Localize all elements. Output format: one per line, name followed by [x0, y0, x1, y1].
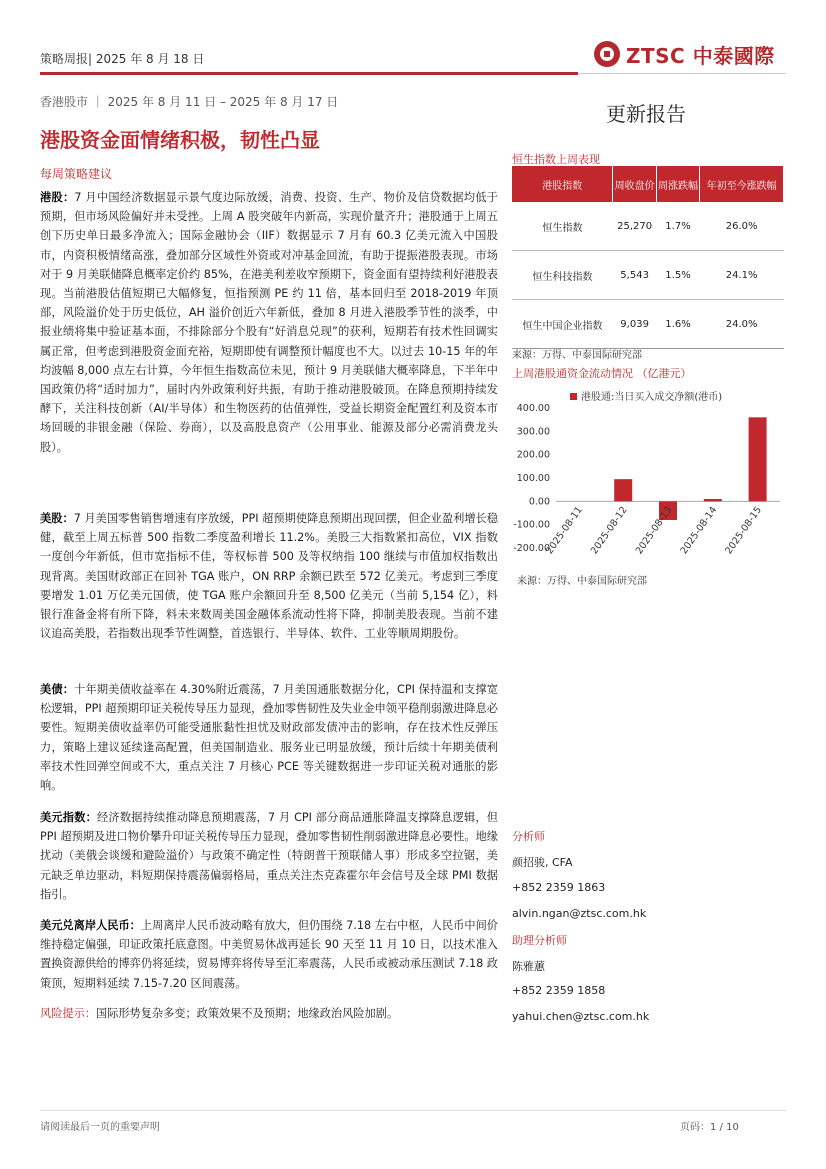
index-table-title: 恒生指数上周表现: [512, 153, 600, 166]
table-header: 周涨跌幅: [656, 166, 699, 202]
footer-disclaimer: 请阅读最后一页的重要声明: [40, 1122, 160, 1133]
x-tick-label: 2025-08-11: [544, 504, 585, 557]
table-header-row: [512, 166, 784, 202]
y-tick-label: -200.00: [513, 543, 550, 554]
paragraph-us: [40, 509, 498, 643]
table-cell: 1.7%: [656, 202, 699, 251]
table-cell: 1.6%: [656, 300, 699, 349]
paragraph-text: 经济数据持续推动降息预期震荡，7 月 CPI 部分商品通胀降温支撑降息逻辑，但 PPI 超预期及进口物价攀升印证关税传导压力显现，叠加零售韧性削弱激进降息必要性。地缘扰动（美俄会谈缓和避险溢价）与政策不确定性（特朗普干预联储人事）形成多空拉锯，美元缺乏单边驱动，料短期保持震荡偏弱格局，重点关注杰克森霍尔年会信号及全球 PMI 数据指引。: [40, 811, 498, 901]
x-tick-label: 2025-08-13: [633, 504, 675, 557]
index-table: [512, 166, 784, 349]
ztsc-logo-icon: [594, 41, 620, 67]
paragraph-text: 上周离岸人民币波动略有放大，但仍围绕 7.18 左右中枢，人民币中间价维持稳定偏强，印证政策托底意图。中美贸易休战再延长 90 天至 11 月 10 日，以技术准入置换资源供给的博弈仍将延续，贸易博弈将传导至汇率震荡，人民币或被动承压测试 7.18 政策顶，短期料延续 7.15-7.20 区间震荡。: [40, 919, 498, 990]
paragraph-text: 国际形势复杂多变；政策效果不及预期；地缘政治风险加剧。: [95, 1007, 399, 1020]
paragraph-label: 美元指数：: [40, 811, 98, 824]
paragraph-cnh: [40, 916, 498, 993]
table-cell: 恒生中国企业指数: [512, 300, 613, 349]
table-row: [512, 202, 784, 251]
y-tick-label: 400.00: [516, 403, 550, 414]
paragraph-hk: [40, 188, 498, 457]
chart-bar: [614, 479, 632, 501]
chart-bar: [749, 417, 767, 501]
analyst-name: 颜招骏, CFA: [512, 856, 573, 869]
y-tick-label: 300.00: [516, 426, 550, 438]
assistant-name: 陈雅蕙: [512, 960, 545, 973]
legend-label: 港股通:当日买入成交净额(港币): [581, 392, 723, 403]
header-divider: [40, 72, 578, 75]
legend-swatch: [570, 393, 577, 400]
table-header: 年初至今涨跌幅: [700, 166, 784, 202]
header-divider-grey: [578, 73, 786, 74]
report-type: 更新报告: [606, 102, 686, 126]
analyst-role: 分析师: [512, 830, 545, 843]
table-cell: 1.5%: [656, 251, 699, 300]
table-row: [512, 251, 784, 300]
paragraph-ust: [40, 680, 498, 795]
analyst-phone: +852 2359 1863: [512, 881, 606, 894]
assistant-email[interactable]: yahui.chen@ztsc.com.hk: [512, 1010, 650, 1023]
paragraph-label: 美元兑离岸人民币：: [40, 919, 141, 932]
assistant-role: 助理分析师: [512, 934, 567, 947]
table-source: 来源：万得、中泰国际研究部: [512, 350, 642, 361]
page-title: 港股资金面情绪积极，韧性凸显: [40, 128, 320, 152]
table-header: 港股指数: [512, 166, 613, 202]
y-tick-label: 200.00: [516, 449, 550, 461]
assistant-phone: +852 2359 1858: [512, 984, 606, 997]
paragraph-label: 风险提示：: [40, 1007, 96, 1020]
x-tick-label: 2025-08-15: [723, 504, 765, 557]
logo-text: ZTSC 中泰國際: [626, 43, 775, 68]
index-table-wrap: [512, 166, 784, 349]
x-tick-label: 2025-08-12: [588, 504, 630, 557]
paragraph-text: 7 月美国零售销售增速有序放缓，PPI 超预期使降息预期出现回摆，但企业盈利增长稳健，截至上周五标普 500 指数二季度盈利增长 11.2%。美股三大指数紧扣高位，VIX 指数一度创今年新低，但市宽指标不佳，等权标普 500 及等权纳指 100 继续与市值加权指数出现背离。美国财政部正在回补 TGA 账户，ON RRP 余额已跌至 572 亿美元。考虑到三季度要增发 1.01 万亿美元国债，使 TGA 账户余额回升至 8,500 亿美元（当前 5,154 亿），料银行准备金将有所下降，料未来数周美国金融体系流动性将下降，抑制美股表现。当前不建议追高美股，若指数出现季节性调整，首选银行、半导体、软件、工业等顺周期股份。: [40, 512, 498, 641]
paragraph-text: 7 月中国经济数据显示景气度边际放缓，消费、投资、生产、物价及信贷数据均低于预期，但市场风险偏好并未受挫。上周 A 股突破年内新高，实现价量齐升；港股通于上周五创下历史单日最多净流入；国际金融协会（IIF）数据显示 7 月有 60.3 亿美元流入中国股市，内资积极情绪高涨，叠加部分区域性外资或对冲基金回流，有助于提振港股表现。市场对于 9 月美联储降息概率定价约 85%，在港美利差收窄预期下，资金面有望持续利好港股表现。当前港股估值短期已大幅修复，恒指预测 PE 约 11 倍，基本回归至 2018-2019 年顶部，风险溢价处于历史低位，AH 溢价创近六年新低，叠加 8 月进入港股季节性的淡季，中报业绩将集中验证基本面，不排除部分个股有“好消息兑现”的获利，短期若有技术性回调实属正常，但考虑到港股资金面充裕，短期即使有调整预计幅度也不大。以过去 10-15 年的年均波幅 8,000 点左右计算，今年恒生指数高位未见，预计 9 月美联储大概率降息，下半年中国政策仍将“适时加力”，届时内外政策利好共振，有助于推动港股破顶。在降息预期持续发酵下，关注科技创新（AI/半导体）和生物医药的估值弹性，受益长期资金配置红利及资本市场回暖的非银金融（保险、券商），以及高股息资产（公用事业、能源及部分必需消费龙头股）。: [40, 191, 498, 454]
paragraph-text: 十年期美债收益率在 4.30%附近震荡，7 月美国通胀数据分化，CPI 保持温和支撑宽松逻辑，PPI 超预期印证关税传导压力显现，叠加零售韧性及失业金申领平稳削弱激进降息必要性。短期美债收益率仍可能受通胀黏性担忧及财政部发债冲击的影响，存在技术性反弹压力，策略上建议延续逢高配置，但美国制造业、服务业已明显放缓，预计后续十年期美债利率技术性回弹空间或不大，重点关注 7 月核心 PCE 等关键数据进一步印证关税对通胀的影响。: [40, 683, 498, 793]
capital-flow-chart: [508, 384, 788, 566]
footer-divider: [40, 1110, 786, 1111]
section-title: 每周策略建议: [40, 167, 113, 181]
paragraph-risk: [40, 1004, 498, 1023]
paragraph-label: 港股：: [40, 191, 75, 204]
analyst-email[interactable]: alvin.ngan@ztsc.com.hk: [512, 907, 647, 920]
y-tick-label: -100.00: [513, 519, 550, 531]
table-cell: 恒生指数: [512, 202, 613, 251]
page-number: 页码：1 / 10: [680, 1122, 739, 1133]
market-period: 香港股市 ｜ 2025 年 8 月 11 日 – 2025 年 8 月 17 日: [40, 95, 339, 109]
chart-title: 上周港股通资金流动情况 （亿港元）: [512, 367, 692, 380]
company-logo: [594, 40, 775, 68]
table-cell: 24.0%: [700, 300, 784, 349]
paragraph-label: 美股：: [40, 512, 74, 525]
y-tick-label: 100.00: [516, 473, 550, 484]
report-header-date: 策略周报| 2025 年 8 月 18 日: [40, 52, 205, 66]
table-row: [512, 300, 784, 349]
table-cell: 25,270: [613, 202, 656, 251]
table-cell: 26.0%: [700, 202, 784, 251]
chart-source: 来源：万得、中泰国际研究部: [517, 576, 647, 587]
x-tick-label: 2025-08-14: [678, 504, 720, 557]
table-cell: 恒生科技指数: [512, 251, 613, 300]
table-header: 周收盘价: [613, 166, 656, 202]
y-tick-label: 0.00: [528, 496, 550, 508]
chart-bar: [704, 499, 722, 501]
paragraph-label: 美债：: [40, 683, 75, 696]
table-cell: 9,039: [613, 300, 656, 349]
paragraph-dxy: [40, 808, 498, 904]
table-cell: 24.1%: [700, 251, 784, 300]
table-cell: 5,543: [613, 251, 656, 300]
